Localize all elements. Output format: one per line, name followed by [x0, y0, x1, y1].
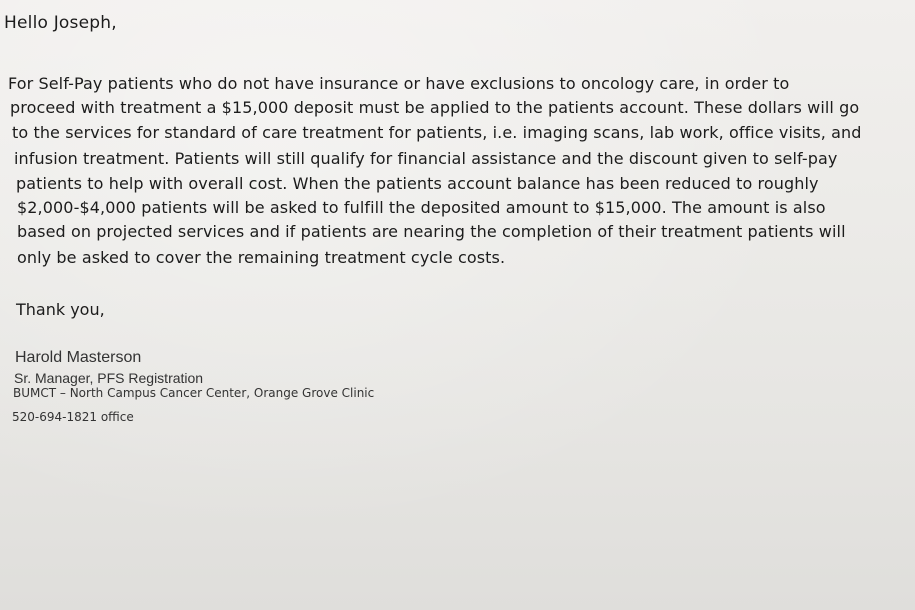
- closing: Thank you,: [16, 300, 105, 319]
- signature-organization: BUMCT – North Campus Cancer Center, Orange Grove Clinic: [13, 386, 375, 400]
- signature-title: Sr. Manager, PFS Registration: [14, 370, 204, 386]
- signature-phone: 520-694-1821 office: [12, 410, 134, 424]
- body-line-5: patients to help with overall cost. When the patients account balance has been reduced to roughly: [16, 174, 819, 193]
- body-line-2: proceed with treatment a $15,000 deposit must be applied to the patients account. These dollars will go: [10, 98, 860, 117]
- body-line-8: only be asked to cover the remaining treatment cycle costs.: [17, 248, 506, 267]
- body-line-4: infusion treatment. Patients will still qualify for financial assistance and the discount given to self-pay: [14, 149, 838, 168]
- body-line-1: For Self-Pay patients who do not have insurance or have exclusions to oncology care, in order to: [8, 74, 790, 93]
- body-line-7: based on projected services and if patients are nearing the completion of their treatment patients will: [17, 222, 846, 241]
- body-line-6: $2,000-$4,000 patients will be asked to fulfill the deposited amount to $15,000. The amount is also: [17, 198, 826, 217]
- body-line-3: to the services for standard of care treatment for patients, i.e. imaging scans, lab work, office visits, and: [12, 123, 862, 142]
- greeting: Hello Joseph,: [4, 13, 117, 33]
- signature-name: Harold Masterson: [15, 349, 142, 366]
